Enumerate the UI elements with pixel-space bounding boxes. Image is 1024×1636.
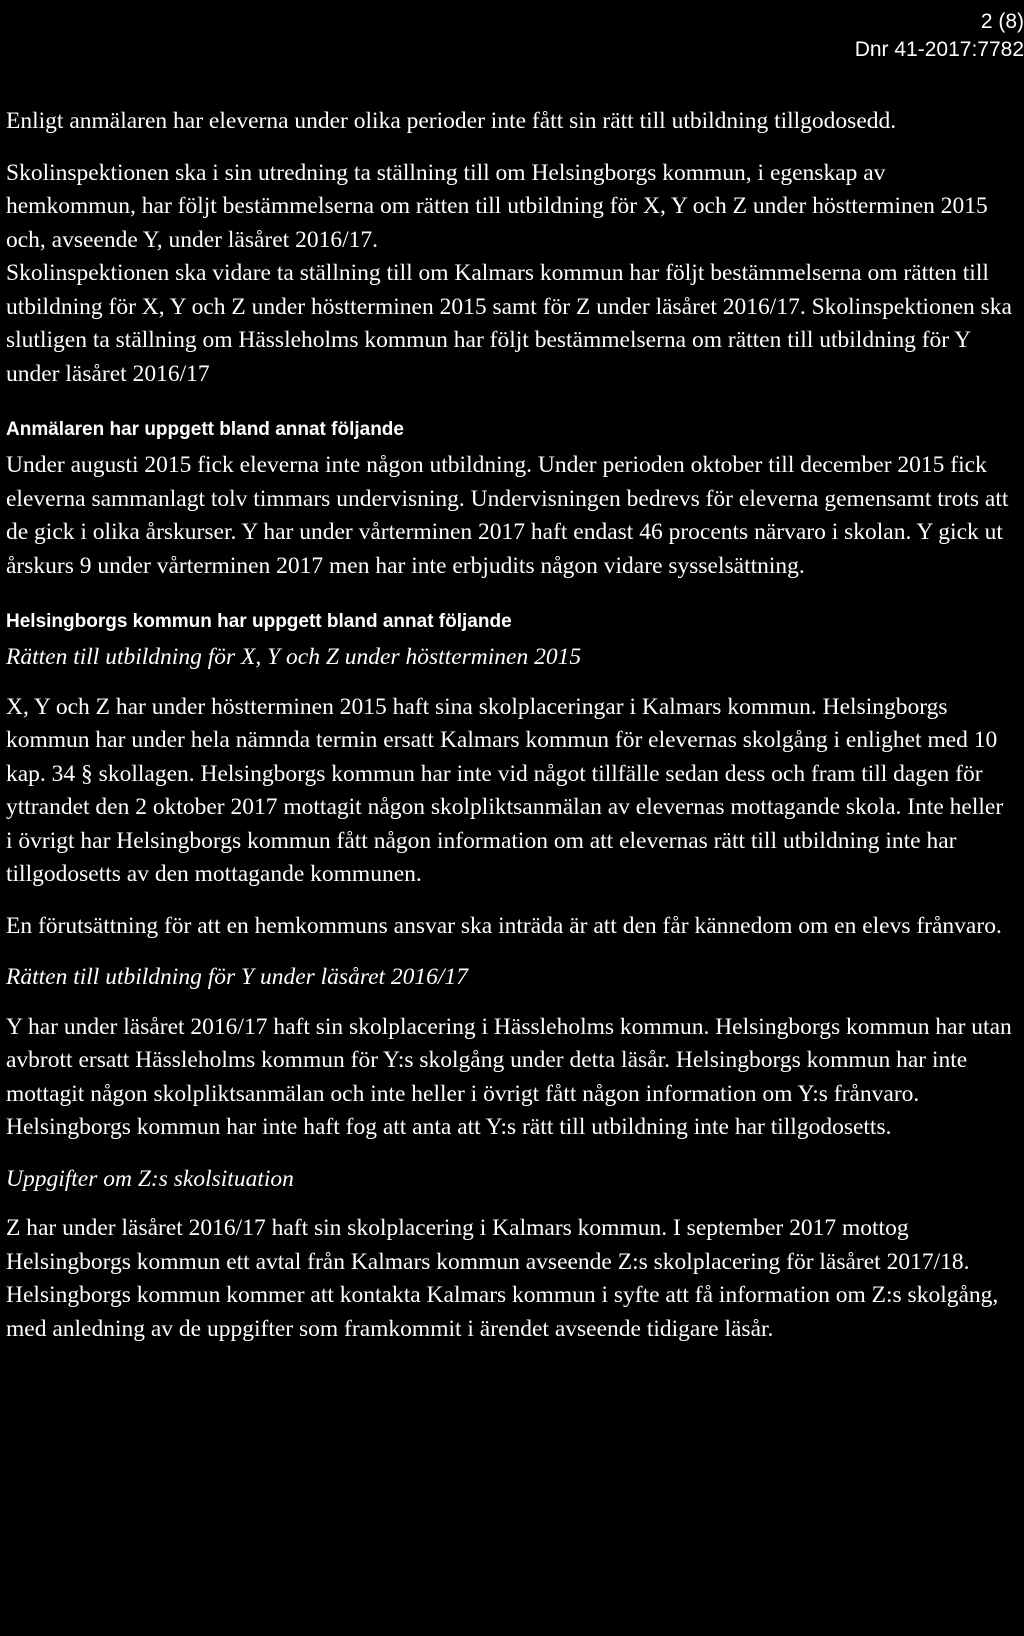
page-header [855, 8, 1024, 64]
paragraph-forutsattning: En förutsättning för att en hemkommuns ansvar ska inträda är att den får kännedom om en elevs frånvaro. [6, 912, 1002, 939]
document-number: Dnr 41-2017:7782 [854, 38, 1024, 61]
paragraph-intro: Enligt anmälaren har eleverna under olika perioder inte fått sin rätt till utbildning tillgodosedd. [6, 108, 897, 134]
paragraph-hostterminen-2015: X, Y och Z har under höstterminen 2015 haft sina skolplaceringar i Kalmars kommun. Helsingborgs kommun har under hela nämnda termin ersatt Kalmars kommun för elevernas skolgång i enlighet med 10 kap. 34 § skollagen. Helsingborgs kommun har inte vid något tillfälle sedan dess och fram till dagen för yttrandet den 2 oktober 2017 mottagit någon skolpliktsanmälan av elevernas mottagande skola. Inte heller i övrigt har Helsingborgs kommun fått någon information om att elevernas rätt till utbildning inte har tillgodosetts av den mottagande kommunen. [6, 693, 1004, 887]
paragraph-anmalaren: Under augusti 2015 fick eleverna inte någon utbildning. Under perioden oktober till december 2015 fick eleverna sammanlagt tolv timmars undervisning. Undervisningen bedrevs för eleverna gemensamt trots att de gick i olika årskurser. Y har under vårterminen 2017 haft endast 46 procents närvaro i skolan. Y gick ut årskurs 9 under vårterminen 2017 men har inte erbjudits någon vidare sysselsättning. [6, 452, 1009, 579]
paragraph-scope-helsingborg: Skolinspektionen ska i sin utredning ta ställning till om Helsingborgs kommun, i egenskap av hemkommun, har följt bestämmelserna om rätten till utbildning för X, Y och Z under höstterminen 2015 och, avseende Y, under läsåret 2016/17. [6, 159, 988, 253]
paragraph-scope-kalmar-hassleholm: Skolinspektionen ska vidare ta ställning till om Kalmars kommun har följt bestämmelserna om rätten till utbildning för X, Y och Z under höstterminen 2015 samt för Z under läsåret 2016/17. Skolinspektionen ska slutligen ta ställning om Hässleholms kommun har följt bestämmelserna om rätten till utbildning för Y under läsåret 2016/17 [6, 260, 1012, 387]
paragraph-z-skolsituation: Z har under läsåret 2016/17 haft sin skolplacering i Kalmars kommun. I september 2017 mottog Helsingborgs kommun ett avtal från Kalmars kommun avseende Z:s skolplacering för läsåret 2017/18. Helsingborgs kommun kommer att kontakta Kalmars kommun i syfte att få information om Z:s skolgång, med anledning av de uppgifter som framkommit i ärendet avseende tidigare läsår. [6, 1215, 999, 1342]
section-heading-anmalaren: Anmälaren har uppgett bland annat följande [6, 419, 404, 440]
paragraph-lasaret-2016-17: Y har under läsåret 2016/17 haft sin skolplacering i Hässleholms kommun. Helsingborgs kommun har utan avbrott ersatt Hässleholms kommun för Y:s skolgång under detta läsår. Helsingborgs kommun har inte mottagit någon skolpliktsanmälan och inte heller i övrigt fått någon information om Y:s frånvaro. Helsingborgs kommun har inte haft fog att anta att Y:s rätt till utbildning inte har tillgodosetts. [6, 1013, 1012, 1140]
subheading-z-skolsituation: Uppgifter om Z:s skolsituation [6, 1165, 294, 1192]
subheading-hostterminen-2015: Rätten till utbildning för X, Y och Z under höstterminen 2015 [6, 644, 582, 670]
page-number: 2 (8) [980, 10, 1024, 33]
section-heading-helsingborg: Helsingborgs kommun har uppgett bland annat följande [6, 611, 512, 632]
subheading-lasaret-2016-17: Rätten till utbildning för Y under läsåret 2016/17 [6, 964, 468, 990]
document-body [6, 105, 1014, 1364]
